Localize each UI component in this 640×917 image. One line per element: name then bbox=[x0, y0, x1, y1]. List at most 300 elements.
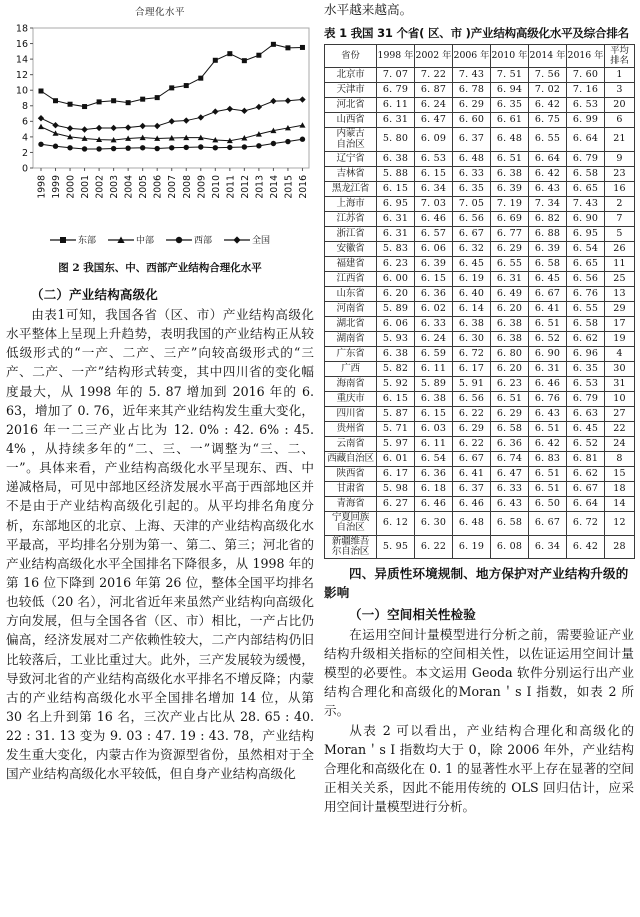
table-cell-value: 6. 48 bbox=[453, 511, 491, 535]
table-cell-province: 宁夏回族 自治区 bbox=[325, 511, 377, 535]
table-cell-rank: 21 bbox=[605, 128, 635, 152]
table-cell-value: 6. 23 bbox=[491, 376, 529, 391]
table-cell-value: 6. 42 bbox=[567, 535, 605, 559]
table-cell-rank: 11 bbox=[605, 256, 635, 271]
table-cell-value: 5. 95 bbox=[377, 535, 415, 559]
table-cell-province: 江西省 bbox=[325, 271, 377, 286]
table-cell-value: 7. 56 bbox=[529, 68, 567, 83]
table-cell-value: 6. 46 bbox=[415, 211, 453, 226]
table-row bbox=[325, 481, 635, 496]
table-cell-province: 广东省 bbox=[325, 346, 377, 361]
table-cell-value: 6. 33 bbox=[453, 166, 491, 181]
svg-text:2014: 2014 bbox=[268, 175, 280, 199]
left-column bbox=[0, 0, 318, 917]
table-cell-value: 6. 52 bbox=[567, 436, 605, 451]
table-cell-value: 6. 67 bbox=[453, 226, 491, 241]
table-header-cell: 1998 年 bbox=[377, 45, 415, 68]
table-cell-value: 6. 58 bbox=[529, 256, 567, 271]
table-cell-rank: 24 bbox=[605, 436, 635, 451]
table-cell-rank: 22 bbox=[605, 421, 635, 436]
table-row bbox=[325, 496, 635, 511]
table-cell-value: 6. 38 bbox=[491, 331, 529, 346]
table-cell-value: 6. 51 bbox=[491, 391, 529, 406]
table-cell-value: 6. 20 bbox=[377, 286, 415, 301]
table-cell-value: 7. 51 bbox=[491, 68, 529, 83]
table-cell-value: 6. 38 bbox=[377, 346, 415, 361]
table-cell-value: 6. 20 bbox=[491, 361, 529, 376]
table-header bbox=[325, 45, 635, 68]
table-cell-value: 6. 54 bbox=[415, 451, 453, 466]
table-cell-value: 6. 83 bbox=[529, 451, 567, 466]
table-cell-rank: 8 bbox=[605, 451, 635, 466]
table-cell-value: 6. 64 bbox=[567, 496, 605, 511]
table-cell-value: 7. 43 bbox=[567, 196, 605, 211]
table-cell-value: 6. 48 bbox=[453, 151, 491, 166]
table-cell-rank: 3 bbox=[605, 83, 635, 98]
table-cell-value: 7. 02 bbox=[529, 83, 567, 98]
table-cell-province: 内蒙古 自治区 bbox=[325, 128, 377, 152]
table-cell-value: 6. 63 bbox=[567, 406, 605, 421]
table-cell-value: 6. 78 bbox=[453, 83, 491, 98]
table-cell-value: 5. 83 bbox=[377, 241, 415, 256]
table-cell-value: 6. 34 bbox=[529, 535, 567, 559]
table-cell-value: 7. 05 bbox=[453, 196, 491, 211]
table-cell-value: 6. 11 bbox=[415, 436, 453, 451]
table-cell-value: 7. 03 bbox=[415, 196, 453, 211]
table-cell-value: 6. 53 bbox=[567, 376, 605, 391]
svg-text:2006: 2006 bbox=[152, 175, 164, 199]
table-cell-value: 6. 38 bbox=[491, 316, 529, 331]
table-cell-province: 云南省 bbox=[325, 436, 377, 451]
svg-text:2002: 2002 bbox=[94, 175, 106, 199]
table-cell-value: 6. 38 bbox=[491, 166, 529, 181]
table-cell-province: 辽宁省 bbox=[325, 151, 377, 166]
table-cell-value: 6. 20 bbox=[491, 301, 529, 316]
table-cell-rank: 18 bbox=[605, 481, 635, 496]
table-cell-province: 黑龙江省 bbox=[325, 181, 377, 196]
table-row bbox=[325, 211, 635, 226]
table-row bbox=[325, 511, 635, 535]
table-cell-value: 6. 38 bbox=[453, 316, 491, 331]
table-cell-value: 7. 07 bbox=[377, 68, 415, 83]
table-cell-province: 西藏自治区 bbox=[325, 451, 377, 466]
svg-text:2012: 2012 bbox=[239, 175, 251, 199]
table-cell-rank: 4 bbox=[605, 346, 635, 361]
right-body-paragraph-1: 在运用空间计量模型进行分析之前，需要验证产业结构升级相关指标的空间相关性，以佐证运用空间计量模型的必要性。本文运用 Geoda 软件分别运行出产业结构合理化和高级化的Moran＇s I 指数，如表 2 所示。 bbox=[324, 626, 634, 719]
svg-text:2016: 2016 bbox=[297, 175, 309, 199]
chart-legend bbox=[6, 233, 314, 246]
table-cell-value: 6. 09 bbox=[415, 128, 453, 152]
table-row bbox=[325, 98, 635, 113]
table-cell-value: 6. 43 bbox=[491, 496, 529, 511]
table-cell-province: 四川省 bbox=[325, 406, 377, 421]
table-row bbox=[325, 68, 635, 83]
table-cell-value: 5. 89 bbox=[377, 301, 415, 316]
table-cell-value: 6. 15 bbox=[415, 406, 453, 421]
table-row bbox=[325, 241, 635, 256]
svg-text:2001: 2001 bbox=[80, 175, 92, 199]
table-cell-value: 6. 31 bbox=[377, 211, 415, 226]
table-cell-value: 7. 43 bbox=[453, 68, 491, 83]
table-cell-value: 6. 43 bbox=[529, 181, 567, 196]
table-row bbox=[325, 421, 635, 436]
table-cell-value: 6. 51 bbox=[529, 466, 567, 481]
table-cell-value: 6. 06 bbox=[377, 316, 415, 331]
table-cell-value: 6. 58 bbox=[491, 511, 529, 535]
table-cell-rank: 20 bbox=[605, 98, 635, 113]
table-cell-rank: 16 bbox=[605, 181, 635, 196]
svg-text:2004: 2004 bbox=[123, 175, 135, 199]
table-row bbox=[325, 113, 635, 128]
legend-label-east: 东部 bbox=[77, 236, 96, 246]
svg-text:14: 14 bbox=[15, 54, 28, 66]
table-cell-value: 6. 35 bbox=[491, 98, 529, 113]
table-cell-value: 6. 57 bbox=[415, 226, 453, 241]
table-cell-province: 海南省 bbox=[325, 376, 377, 391]
table-cell-value: 6. 95 bbox=[377, 196, 415, 211]
table-row bbox=[325, 83, 635, 98]
table-cell-value: 5. 91 bbox=[453, 376, 491, 391]
table-cell-value: 6. 41 bbox=[453, 466, 491, 481]
table-cell-value: 6. 51 bbox=[491, 151, 529, 166]
table-cell-value: 6. 24 bbox=[415, 98, 453, 113]
table-cell-value: 7. 60 bbox=[567, 68, 605, 83]
table-cell-value: 6. 14 bbox=[453, 301, 491, 316]
table-cell-value: 6. 95 bbox=[567, 226, 605, 241]
table-row bbox=[325, 406, 635, 421]
table-cell-value: 6. 82 bbox=[529, 211, 567, 226]
figure-caption: 图 2 我国东、中、西部产业结构合理化水平 bbox=[58, 262, 262, 274]
table-cell-value: 5. 80 bbox=[377, 128, 415, 152]
chart-svg bbox=[7, 22, 313, 230]
table-cell-value: 6. 47 bbox=[491, 466, 529, 481]
table-cell-value: 6. 49 bbox=[491, 286, 529, 301]
left-body-paragraph: 由表1可知，我国各省（区、市）产业结构高级化水平整体上呈现上升趋势，表明我国的产业结构正从较低级形式的“一产、二产、三产”向较高级形式的“三产、二产、一产”结构形式转变，其中四川省的变化幅度最大，从 1998 年的 5. 87 增加到 2016 年的 6. 63，增加了 0. 76，近年来其产业结构发生重大变化，2016 年一二三产业占比为 12. 0% : 42. 6% : 45. 4% ，从持续多年的“二、三、一”调整为“三、二、一”。具体来看，产业结构高级化水平呈现东、西、中递减格局，可见中部地区经济发展水平高于西部地区并不是由于产业结构高级化引起的。从平均排名角度分析，东部地区的北京、上海、天津的产业结构高级化水平最高，平均排名分别为第一、第二、第三；河北省的产业结构高级化水平全国排名下降很多，从 1998 年的第 16 位下降到 2016 年第 26 位，整体全国平均排名也较低（20 名），河北省近年来虽然产业结构向高级化方向发展，但与全国各省（区、市）相比，一产占比仍偏高，经济发展对二产依赖性较大，二产内部结构仍旧比较落后，工业比重过大。此外，三产发展较为缓慢，导致河北省的产业结构高级化水平排名不增反降；内蒙古的产业结构高级化水平全国排名增加 14 位，从第 30 名上升到第 16 名，三次产业占比从 28. 65 : 40. 22 : 31. 13 变为 9. 03 : 47. 19 : 43. 78，产业结构发生重大变化，内蒙古作为资源型省份，虽然相对于全国产业结构高级化水平较低，但自身产业结构高级化 bbox=[6, 307, 314, 782]
legend-item-west bbox=[166, 233, 212, 246]
table-cell-province: 天津市 bbox=[325, 83, 377, 98]
table-cell-value: 6. 64 bbox=[567, 128, 605, 152]
table-cell-value: 6. 30 bbox=[415, 511, 453, 535]
table-row bbox=[325, 466, 635, 481]
table-cell-value: 6. 51 bbox=[529, 316, 567, 331]
table-cell-value: 5. 89 bbox=[415, 376, 453, 391]
table-row bbox=[325, 331, 635, 346]
svg-text:10: 10 bbox=[15, 85, 28, 97]
table-cell-rank: 29 bbox=[605, 301, 635, 316]
table-cell-value: 6. 72 bbox=[567, 511, 605, 535]
table-cell-value: 6. 88 bbox=[529, 226, 567, 241]
table-cell-province: 河北省 bbox=[325, 98, 377, 113]
table-cell-rank: 15 bbox=[605, 466, 635, 481]
svg-text:2003: 2003 bbox=[109, 175, 121, 199]
table-cell-province: 浙江省 bbox=[325, 226, 377, 241]
table-cell-value: 6. 59 bbox=[415, 346, 453, 361]
table-cell-value: 6. 90 bbox=[567, 211, 605, 226]
table-header-cell: 2016 年 bbox=[567, 45, 605, 68]
table-cell-province: 上海市 bbox=[325, 196, 377, 211]
table-cell-rank: 5 bbox=[605, 226, 635, 241]
table-cell-value: 6. 46 bbox=[453, 496, 491, 511]
table-cell-rank: 6 bbox=[605, 113, 635, 128]
table-cell-value: 6. 58 bbox=[567, 316, 605, 331]
table-cell-province: 北京市 bbox=[325, 68, 377, 83]
table-row bbox=[325, 166, 635, 181]
svg-text:2009: 2009 bbox=[196, 175, 208, 199]
table-cell-rank: 23 bbox=[605, 166, 635, 181]
table-cell-value: 6. 79 bbox=[567, 391, 605, 406]
table-cell-value: 6. 56 bbox=[453, 391, 491, 406]
table-body bbox=[325, 68, 635, 559]
legend-label-central: 中部 bbox=[135, 236, 154, 246]
table-cell-rank: 2 bbox=[605, 196, 635, 211]
table-cell-value: 6. 15 bbox=[415, 166, 453, 181]
table-row bbox=[325, 226, 635, 241]
table-cell-value: 6. 62 bbox=[567, 331, 605, 346]
table-cell-value: 6. 15 bbox=[377, 391, 415, 406]
table-cell-value: 6. 51 bbox=[529, 481, 567, 496]
table-cell-value: 6. 56 bbox=[567, 271, 605, 286]
table-row bbox=[325, 451, 635, 466]
right-body-paragraph-2: 从表 2 可以看出，产业结构合理化和高级化的Moran＇s I 指数均大于 0，除 2006 年外，产业结构合理化和高级化在 0. 1 的显著性水平上存在显著的空间正相关关系，因此不能用传统的 OLS 回归估计，应采用空间计量模型进行分析。 bbox=[324, 722, 634, 815]
table-cell-value: 6. 27 bbox=[377, 496, 415, 511]
table-cell-value: 6. 17 bbox=[453, 361, 491, 376]
svg-text:2015: 2015 bbox=[283, 175, 295, 199]
table-cell-value: 6. 81 bbox=[567, 451, 605, 466]
svg-text:6: 6 bbox=[21, 116, 28, 128]
svg-text:4: 4 bbox=[21, 132, 28, 144]
table-cell-value: 6. 29 bbox=[491, 241, 529, 256]
table-cell-value: 6. 67 bbox=[453, 451, 491, 466]
table-cell-value: 5. 97 bbox=[377, 436, 415, 451]
table-cell-value: 6. 74 bbox=[491, 451, 529, 466]
table-cell-value: 6. 94 bbox=[491, 83, 529, 98]
table-cell-value: 6. 00 bbox=[377, 271, 415, 286]
table-cell-value: 6. 67 bbox=[529, 286, 567, 301]
svg-text:2007: 2007 bbox=[167, 175, 179, 199]
table-cell-province: 重庆市 bbox=[325, 391, 377, 406]
table-cell-value: 5. 71 bbox=[377, 421, 415, 436]
table-cell-value: 6. 01 bbox=[377, 451, 415, 466]
table-header-cell: 平均 排名 bbox=[605, 45, 635, 68]
table-row bbox=[325, 346, 635, 361]
table-cell-value: 6. 36 bbox=[415, 286, 453, 301]
table-cell-value: 6. 46 bbox=[415, 496, 453, 511]
table-cell-value: 6. 37 bbox=[453, 481, 491, 496]
svg-text:1998: 1998 bbox=[36, 175, 48, 199]
legend-marker-circle-icon bbox=[166, 235, 192, 245]
table-cell-value: 6. 41 bbox=[529, 301, 567, 316]
table-cell-value: 6. 50 bbox=[529, 496, 567, 511]
table-cell-province: 新疆维吾 尔自治区 bbox=[325, 535, 377, 559]
table-cell-value: 6. 79 bbox=[377, 83, 415, 98]
table-cell-value: 6. 36 bbox=[415, 466, 453, 481]
svg-text:12: 12 bbox=[15, 70, 28, 82]
svg-text:0: 0 bbox=[21, 163, 28, 175]
table-cell-value: 6. 08 bbox=[491, 535, 529, 559]
table-cell-value: 6. 31 bbox=[377, 113, 415, 128]
table-cell-value: 6. 39 bbox=[415, 256, 453, 271]
table-cell-value: 6. 51 bbox=[529, 421, 567, 436]
table-cell-value: 6. 38 bbox=[377, 151, 415, 166]
table-cell-rank: 14 bbox=[605, 496, 635, 511]
table-row bbox=[325, 181, 635, 196]
table-cell-province: 陕西省 bbox=[325, 466, 377, 481]
table-cell-value: 6. 72 bbox=[453, 346, 491, 361]
svg-text:2: 2 bbox=[21, 147, 28, 159]
svg-text:2008: 2008 bbox=[181, 175, 193, 199]
table-cell-value: 7. 16 bbox=[567, 83, 605, 98]
table-row bbox=[325, 535, 635, 559]
table-cell-value: 6. 48 bbox=[491, 128, 529, 152]
svg-text:1999: 1999 bbox=[51, 175, 63, 199]
legend-label-west: 西部 bbox=[194, 236, 213, 246]
table-cell-value: 6. 11 bbox=[415, 361, 453, 376]
table-cell-value: 6. 65 bbox=[567, 181, 605, 196]
table-cell-value: 6. 45 bbox=[567, 421, 605, 436]
table-cell-value: 6. 58 bbox=[567, 166, 605, 181]
table-row bbox=[325, 361, 635, 376]
table-cell-rank: 19 bbox=[605, 331, 635, 346]
table-cell-value: 6. 42 bbox=[529, 436, 567, 451]
heading-section-four: 四、异质性环境规制、地方保护对产业结构升级的影响 bbox=[324, 566, 629, 601]
table-cell-value: 6. 75 bbox=[529, 113, 567, 128]
table-cell-value: 6. 31 bbox=[377, 226, 415, 241]
svg-text:2000: 2000 bbox=[65, 175, 77, 199]
table-cell-province: 甘肃省 bbox=[325, 481, 377, 496]
table-cell-value: 6. 76 bbox=[529, 391, 567, 406]
table-row bbox=[325, 301, 635, 316]
table-cell-value: 6. 90 bbox=[529, 346, 567, 361]
table-cell-value: 6. 42 bbox=[529, 166, 567, 181]
table-row bbox=[325, 286, 635, 301]
table-cell-value: 6. 45 bbox=[529, 271, 567, 286]
table-cell-value: 6. 55 bbox=[491, 256, 529, 271]
legend-marker-diamond-icon bbox=[224, 235, 250, 245]
table-cell-rank: 30 bbox=[605, 361, 635, 376]
table-row bbox=[325, 271, 635, 286]
table-cell-value: 6. 79 bbox=[567, 151, 605, 166]
table-cell-province: 青海省 bbox=[325, 496, 377, 511]
table-cell-value: 6. 43 bbox=[529, 406, 567, 421]
table-cell-value: 6. 61 bbox=[491, 113, 529, 128]
table-cell-rank: 10 bbox=[605, 391, 635, 406]
table-cell-value: 6. 39 bbox=[529, 241, 567, 256]
table-cell-value: 6. 19 bbox=[453, 271, 491, 286]
table-row bbox=[325, 376, 635, 391]
table-cell-rank: 27 bbox=[605, 406, 635, 421]
table-cell-rank: 28 bbox=[605, 535, 635, 559]
right-column bbox=[318, 0, 640, 917]
table-cell-province: 江苏省 bbox=[325, 211, 377, 226]
table-cell-value: 5. 88 bbox=[377, 166, 415, 181]
table-cell-value: 6. 53 bbox=[415, 151, 453, 166]
table-cell-value: 6. 31 bbox=[491, 271, 529, 286]
table-cell-value: 5. 92 bbox=[377, 376, 415, 391]
table-cell-value: 6. 60 bbox=[453, 113, 491, 128]
legend-marker-triangle-icon bbox=[108, 235, 134, 245]
table-cell-province: 吉林省 bbox=[325, 166, 377, 181]
legend-marker-square-icon bbox=[50, 235, 76, 245]
table-cell-rank: 31 bbox=[605, 376, 635, 391]
table-cell-value: 6. 47 bbox=[415, 113, 453, 128]
table-cell-value: 5. 82 bbox=[377, 361, 415, 376]
table-cell-value: 6. 33 bbox=[415, 316, 453, 331]
table-row bbox=[325, 151, 635, 166]
table-cell-value: 6. 22 bbox=[453, 436, 491, 451]
table-cell-value: 6. 38 bbox=[415, 391, 453, 406]
table-cell-value: 6. 22 bbox=[415, 535, 453, 559]
table-1-industrial-upgrading bbox=[324, 44, 635, 559]
table-header-cell: 2014 年 bbox=[529, 45, 567, 68]
table-header-cell: 2002 年 bbox=[415, 45, 453, 68]
legend-label-national: 全国 bbox=[252, 236, 271, 246]
table-cell-value: 6. 31 bbox=[529, 361, 567, 376]
table-cell-value: 6. 40 bbox=[453, 286, 491, 301]
table-cell-province: 山西省 bbox=[325, 113, 377, 128]
heading-industrial-upgrading: （二）产业结构高级化 bbox=[31, 287, 159, 302]
table-cell-value: 6. 32 bbox=[453, 241, 491, 256]
table-cell-value: 6. 06 bbox=[415, 241, 453, 256]
table-cell-value: 6. 53 bbox=[567, 98, 605, 113]
table-cell-value: 6. 67 bbox=[529, 511, 567, 535]
table-cell-value: 6. 67 bbox=[567, 481, 605, 496]
table-cell-rank: 12 bbox=[605, 511, 635, 535]
legend-item-east bbox=[50, 233, 96, 246]
table-cell-value: 7. 34 bbox=[529, 196, 567, 211]
table-cell-value: 6. 37 bbox=[453, 128, 491, 152]
table-cell-value: 6. 29 bbox=[453, 98, 491, 113]
table-cell-value: 6. 56 bbox=[453, 211, 491, 226]
table-cell-value: 6. 55 bbox=[529, 128, 567, 152]
table-cell-value: 6. 15 bbox=[415, 271, 453, 286]
table-row bbox=[325, 391, 635, 406]
table-cell-value: 6. 11 bbox=[377, 98, 415, 113]
table-cell-value: 6. 42 bbox=[529, 98, 567, 113]
table-cell-value: 6. 02 bbox=[415, 301, 453, 316]
table-cell-value: 6. 80 bbox=[491, 346, 529, 361]
svg-text:2010: 2010 bbox=[210, 175, 222, 199]
table-cell-value: 6. 65 bbox=[567, 256, 605, 271]
table-cell-province: 湖北省 bbox=[325, 316, 377, 331]
table-cell-value: 6. 52 bbox=[529, 331, 567, 346]
table-row bbox=[325, 436, 635, 451]
svg-text:2005: 2005 bbox=[138, 175, 150, 199]
table-cell-value: 6. 55 bbox=[567, 301, 605, 316]
table-cell-value: 6. 33 bbox=[491, 481, 529, 496]
table-cell-value: 6. 24 bbox=[415, 331, 453, 346]
table-row bbox=[325, 128, 635, 152]
svg-text:18: 18 bbox=[15, 23, 28, 35]
table-cell-value: 6. 23 bbox=[377, 256, 415, 271]
table-cell-province: 贵州省 bbox=[325, 421, 377, 436]
table-cell-value: 6. 96 bbox=[567, 346, 605, 361]
table-cell-province: 安徽省 bbox=[325, 241, 377, 256]
table-cell-value: 6. 69 bbox=[491, 211, 529, 226]
table-cell-value: 6. 58 bbox=[491, 421, 529, 436]
table-cell-value: 6. 87 bbox=[415, 83, 453, 98]
table-cell-province: 河南省 bbox=[325, 301, 377, 316]
table-cell-rank: 17 bbox=[605, 316, 635, 331]
svg-text:16: 16 bbox=[15, 38, 28, 50]
table-1-caption: 表 1 我国 31 个省( 区、市 )产业结构高级化水平及综合排名 bbox=[324, 26, 629, 41]
table-cell-value: 6. 46 bbox=[529, 376, 567, 391]
table-header-cell: 2006 年 bbox=[453, 45, 491, 68]
svg-text:2013: 2013 bbox=[254, 175, 266, 199]
table-cell-value: 6. 39 bbox=[491, 181, 529, 196]
table-cell-value: 6. 03 bbox=[415, 421, 453, 436]
table-cell-value: 6. 34 bbox=[415, 181, 453, 196]
table-cell-value: 6. 22 bbox=[453, 406, 491, 421]
